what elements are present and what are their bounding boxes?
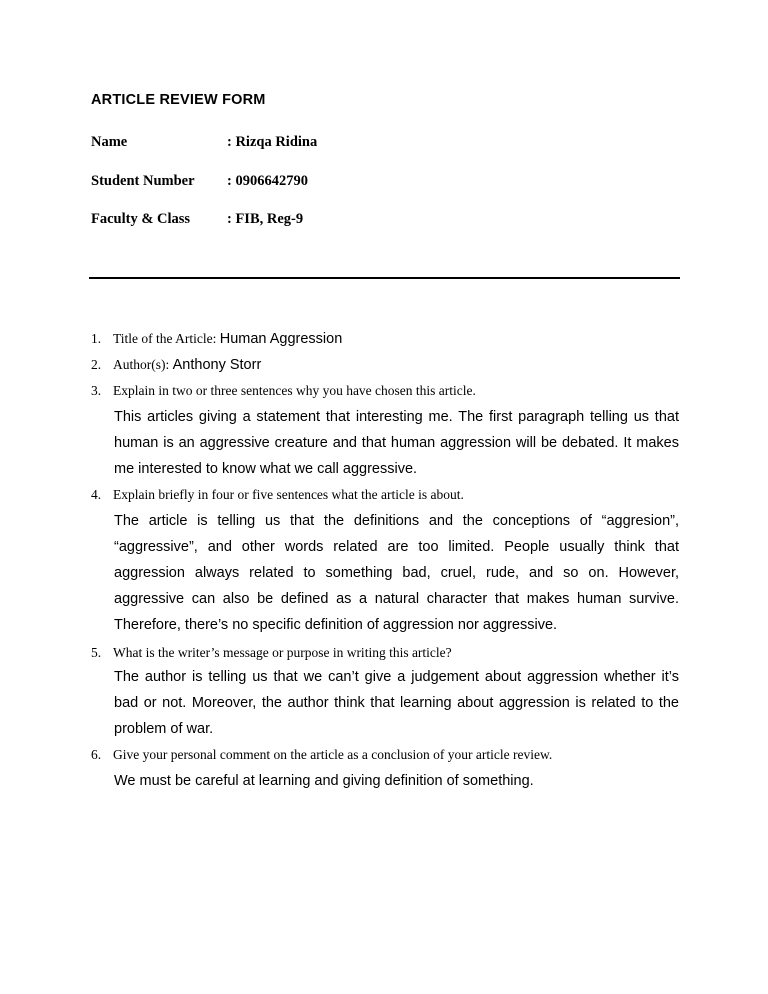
- author-answer: Anthony Storr: [172, 357, 262, 373]
- question-number: 3.: [91, 383, 102, 398]
- question-text: What is the writer’s message or purpose in writing this article?: [113, 645, 452, 660]
- question-3: [91, 382, 681, 400]
- answer-6: We must be careful at learning and giving definition of something.: [114, 773, 534, 789]
- question-number: 2.: [91, 357, 102, 372]
- faculty-class-label: Faculty & Class: [91, 211, 191, 227]
- question-2: [91, 356, 681, 374]
- question-text: Explain briefly in four or five sentences what the article is about.: [113, 487, 464, 502]
- question-number: 5.: [91, 645, 102, 660]
- faculty-class-value: : FIB, Reg-9: [227, 211, 304, 227]
- student-number-label: Student Number: [91, 173, 195, 189]
- answer-5: The author is telling us that we can’t give a judgement about aggression whether it’s bad or not. Moreover, the author think that learning about aggression is related to the problem of war.: [114, 669, 679, 737]
- answer-3: This articles giving a statement that interesting me. The first paragraph telling us that human is an aggressive creature and that human aggression will be debated. It makes me interested to know what we call aggressive.: [114, 409, 679, 477]
- question-text: Title of the Article:: [113, 331, 217, 346]
- question-6: [91, 746, 681, 764]
- horizontal-divider: [89, 277, 680, 279]
- name-value: : Rizqa Ridina: [227, 134, 318, 150]
- question-text: Give your personal comment on the article as a conclusion of your article review.: [113, 747, 553, 762]
- question-number: 4.: [91, 487, 102, 502]
- student-number-value: : 0906642790: [227, 173, 308, 189]
- question-1: [91, 330, 681, 348]
- question-4: [91, 486, 681, 504]
- question-number: 6.: [91, 747, 102, 762]
- question-5: [91, 644, 681, 662]
- question-text: Author(s):: [113, 357, 170, 372]
- article-title-answer: Human Aggression: [219, 331, 343, 347]
- question-text: Explain in two or three sentences why you have chosen this article.: [113, 383, 476, 398]
- form-title: ARTICLE REVIEW FORM: [91, 92, 266, 108]
- answer-4: The article is telling us that the definitions and the conceptions of “aggresion”, “aggressive”, and other words related are too limited. People usually think that aggression always related to something bad, cruel, rude, and so on. However, aggressive can also be defined as a natural character that makes human survive. Therefore, there’s no specific definition of aggression nor aggressive.: [114, 513, 679, 633]
- name-label: Name: [91, 134, 128, 150]
- question-number: 1.: [91, 331, 102, 346]
